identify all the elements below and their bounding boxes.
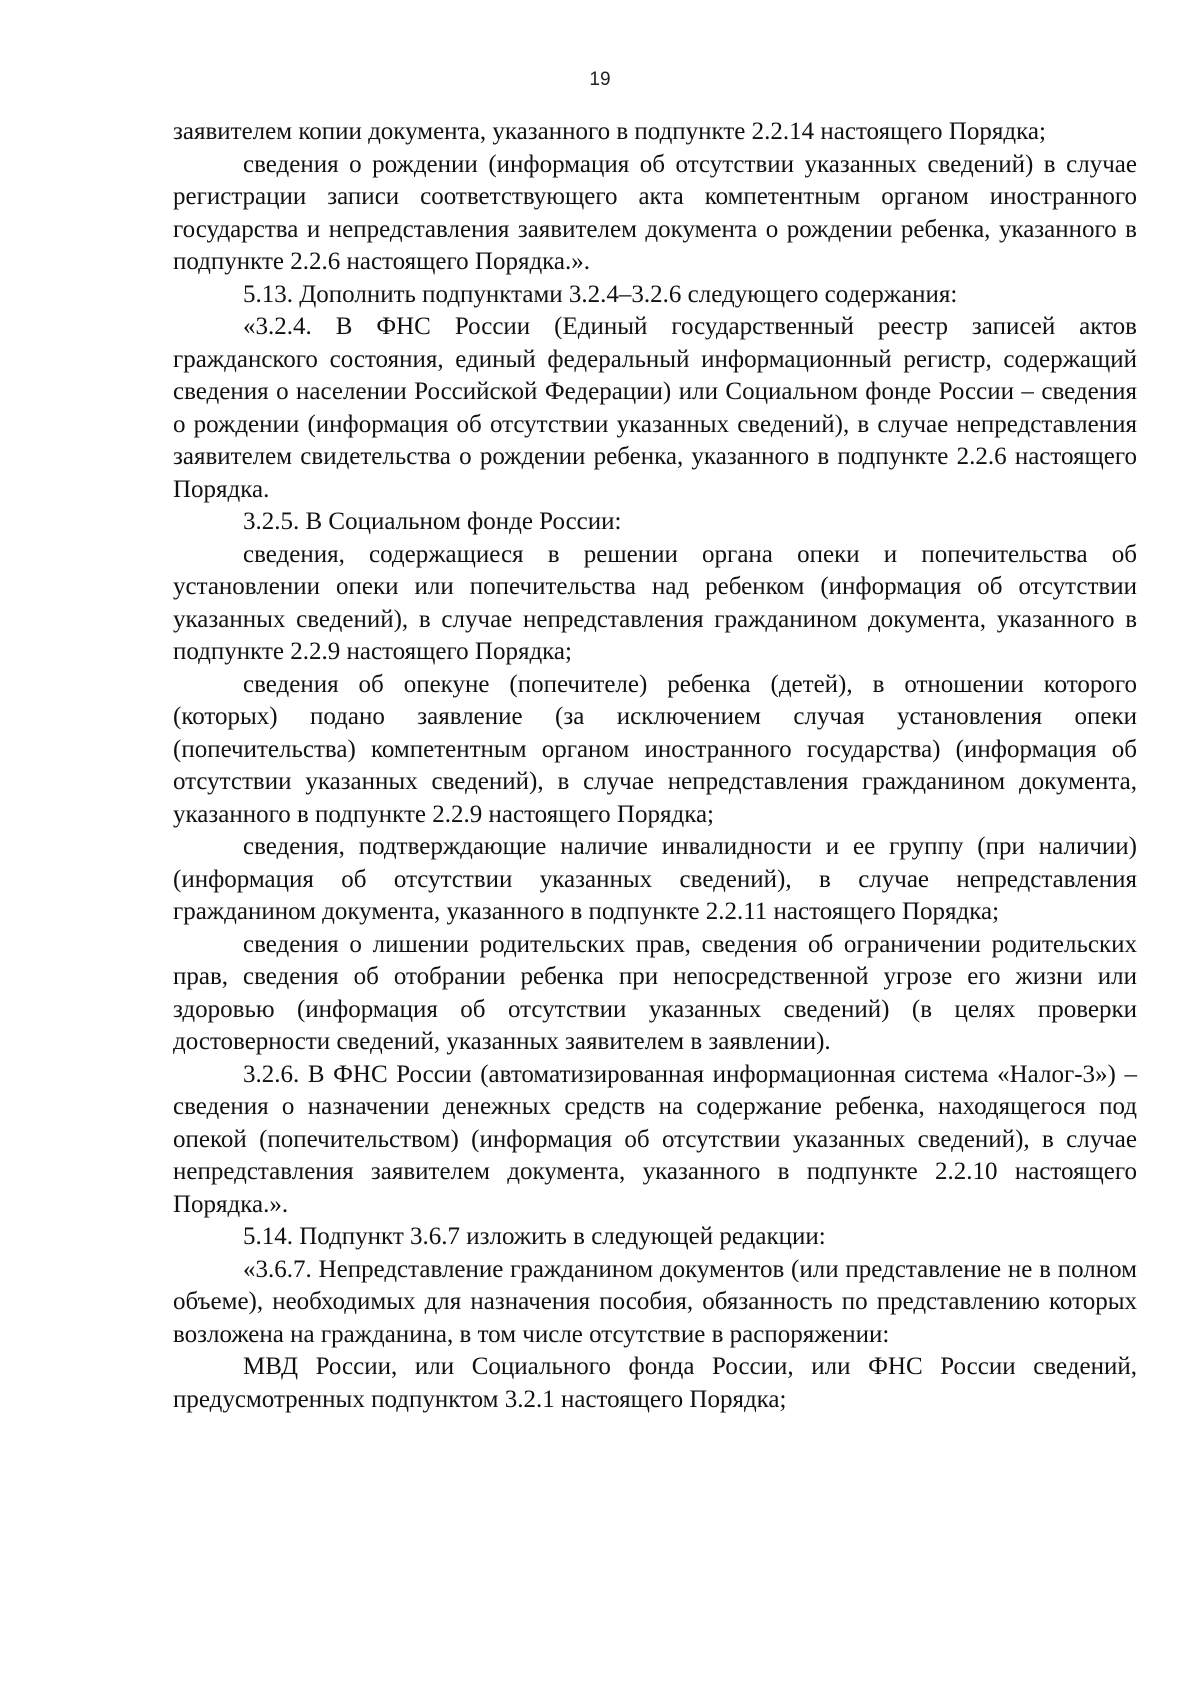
paragraph-guardianship-decision: сведения, содержащиеся в решении органа опеки и попечительства об установлении опеки или попечительства над ребенком (информация об отсутствии указанных сведений), в случае непредставления гражданином документа, указанного в подпункте 2.2.9 настоящего Порядка; <box>173 540 1137 665</box>
paragraph-item-3-2-4: «3.2.4. В ФНС России (Единый государственный реестр записей актов гражданского состояния, единый федеральный информационный регистр, содержащий сведения о населении Российской Федерации) или Социальном фонде России – сведения о рождении (информация об отсутствии указанных сведений), в случае непредставления заявителем свидетельства о рождении ребенка, указанного в подпункте 2.2.6 настоящего Порядка. <box>173 313 1137 503</box>
document-body <box>173 116 1137 1416</box>
paragraph-guardian-info: сведения об опекуне (попечителе) ребенка (детей), в отношении которого (которых) подано заявление (за исключением случая установления опеки (попечительства) компетентным органом иностранного государства) (информация об отсутствии указанных сведений), в случае непредставления гражданином документа, указанного в подпункте 2.2.9 настоящего Порядка; <box>173 670 1137 828</box>
paragraph-disability-info: сведения, подтверждающие наличие инвалидности и ее группу (при наличии) (информация об отсутствии указанных сведений), в случае непредставления гражданином документа, указанного в подпункте 2.2.11 настоящего Порядка; <box>173 833 1137 925</box>
paragraph-item-5-14: 5.14. Подпункт 3.6.7 изложить в следующей редакции: <box>243 1223 826 1250</box>
paragraph-item-3-6-7: «3.6.7. Непредставление гражданином документов (или представление не в полном объеме), необходимых для назначения пособия, обязанность по представлению которых возложена на гражданина, в том числе отсутствие в распоряжении: <box>173 1255 1137 1348</box>
paragraph-item-5-13: 5.13. Дополнить подпунктами 3.2.4–3.2.6 следующего содержания: <box>243 280 958 308</box>
paragraph-mvd-sfr-fns: МВД России, или Социального фонда России, или ФНС России сведений, предусмотренных подпунктом 3.2.1 настоящего Порядка; <box>173 1353 1137 1413</box>
page-number: 19 <box>589 69 611 90</box>
paragraph-birth-info: сведения о рождении (информация об отсутствии указанных сведений) в случае регистрации записи соответствующего акта компетентным органом иностранного государства и непредставления заявителем документа о рождении ребенка, указанного в подпункте 2.2.6 настоящего Порядка.». <box>173 150 1137 275</box>
paragraph-item-3-2-5: 3.2.5. В Социальном фонде России: <box>243 508 622 535</box>
paragraph-continuation: заявителем копии документа, указанного в подпункте 2.2.14 настоящего Порядка; <box>173 118 1046 145</box>
paragraph-item-3-2-6: 3.2.6. В ФНС России (автоматизированная информационная система «Налог-3») – сведения о назначении денежных средств на содержание ребенка, находящегося под опекой (попечительством) (информация об отсутствии указанных сведений), в случае непредставления заявителем документа, указанного в подпункте 2.2.10 настоящего Порядка.». <box>173 1060 1137 1218</box>
paragraph-parental-rights: сведения о лишении родительских прав, сведения об ограничении родительских прав, сведения об отобрании ребенка при непосредственной угрозе его жизни или здоровью (информация об отсутствии указанных сведений) (в целях проверки достоверности сведений, указанных заявителем в заявлении). <box>173 930 1137 1055</box>
